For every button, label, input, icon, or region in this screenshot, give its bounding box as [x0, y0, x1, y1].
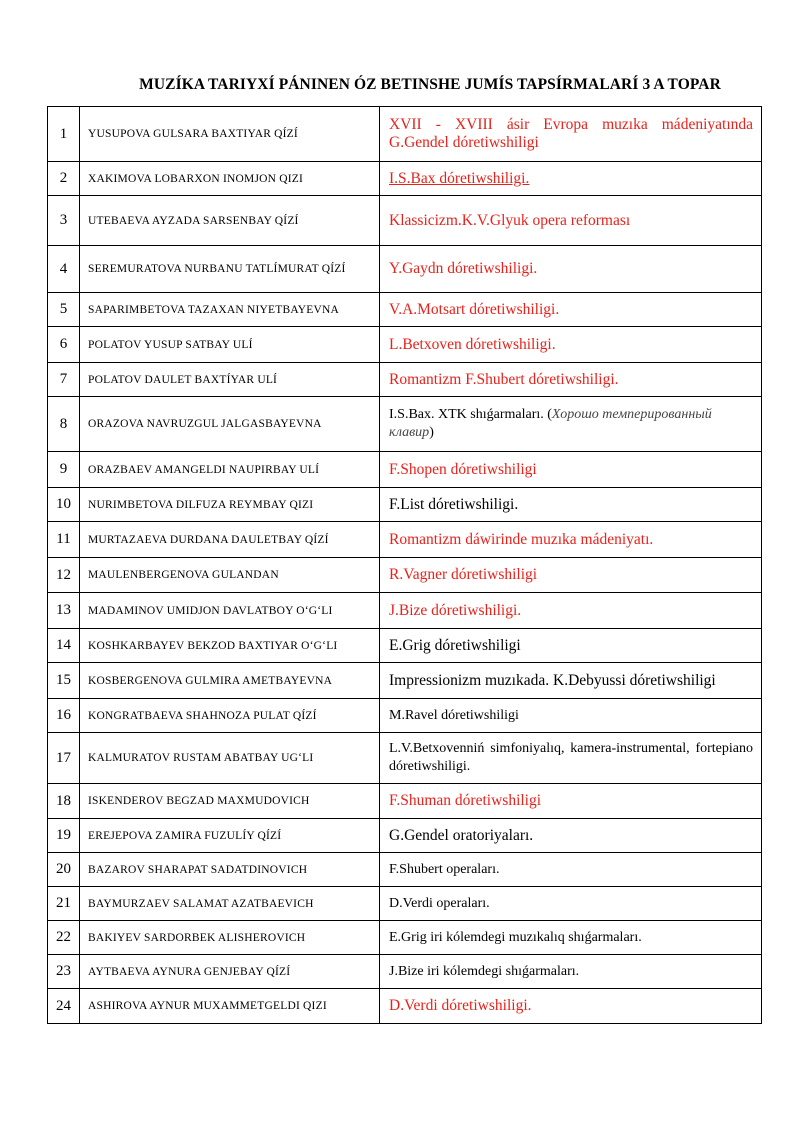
assignment-topic-text: V.A.Motsart dóretiwshiligi.	[389, 300, 560, 318]
assignment-topic-text: L.V.Betxovenniń simfoniyalıq, kamera-instrumental, fortepiano dóretiwshiligi.	[389, 741, 753, 774]
table-row	[48, 522, 762, 558]
assignment-topic	[380, 663, 762, 699]
student-name: POLATOV DAULET BAXTÍYAR ULÍ	[80, 363, 380, 397]
student-name: ISKENDEROV BEGZAD MAXMUDOVICH	[80, 784, 380, 819]
row-number: 21	[48, 887, 80, 921]
assignment-topic	[380, 397, 762, 452]
assignment-topic-text: F.Shubert operaları.	[389, 861, 500, 877]
assignment-topic	[380, 246, 762, 293]
row-number: 22	[48, 921, 80, 955]
table-row	[48, 558, 762, 593]
assignment-topic-text: I.S.Bax dóretiwshiligi.	[389, 169, 530, 187]
student-name: NURIMBETOVA DILFUZA REYMBAY QIZI	[80, 488, 380, 522]
assignment-topic-text: D.Verdi operaları.	[389, 895, 490, 911]
assignment-table	[47, 106, 762, 1024]
assignment-topic-russian-title: Хорошо темперированный клавир	[389, 407, 712, 440]
table-row	[48, 887, 762, 921]
assignment-topic	[380, 853, 762, 887]
table-row	[48, 293, 762, 327]
row-number: 7	[48, 363, 80, 397]
table-row	[48, 593, 762, 629]
row-number: 17	[48, 733, 80, 784]
student-name: ORAZOVA NAVRUZGUL JALGASBAYEVNA	[80, 397, 380, 452]
student-name: KONGRATBAEVA SHAHNOZA PULAT QÍZÍ	[80, 699, 380, 733]
row-number: 3	[48, 196, 80, 246]
student-name: MAULENBERGENOVA GULANDAN	[80, 558, 380, 593]
row-number: 14	[48, 629, 80, 663]
assignment-topic	[380, 327, 762, 363]
row-number: 4	[48, 246, 80, 293]
table-row	[48, 989, 762, 1024]
student-name: BAZAROV SHARAPAT SADATDINOVICH	[80, 853, 380, 887]
student-name: UTEBAEVA AYZADA SARSENBAY QÍZÍ	[80, 196, 380, 246]
student-name: BAYMURZAEV SALAMAT AZATBAEVICH	[80, 887, 380, 921]
assignment-topic	[380, 162, 762, 196]
assignment-topic-closing: )	[429, 425, 434, 440]
assignment-topic-text: I.S.Bax. XTK shıǵarmaları. (	[389, 407, 552, 422]
assignment-topic-text: F.List dóretiwshiligi.	[389, 495, 519, 513]
assignment-topic-text: Klassicizm.K.V.Glyuk opera reforması	[389, 211, 631, 229]
student-name: KALMURATOV RUSTAM ABATBAY UG‘LI	[80, 733, 380, 784]
assignment-topic-text: F.Shopen dóretiwshiligi	[389, 460, 537, 478]
table-row	[48, 819, 762, 853]
table-row	[48, 699, 762, 733]
student-name: MADAMINOV UMIDJON DAVLATBOY O‘G‘LI	[80, 593, 380, 629]
row-number: 18	[48, 784, 80, 819]
assignment-topic	[380, 558, 762, 593]
table-row	[48, 162, 762, 196]
row-number: 16	[48, 699, 80, 733]
assignment-topic-text: L.Betxoven dóretiwshiligi.	[389, 335, 556, 353]
row-number: 20	[48, 853, 80, 887]
row-number: 2	[48, 162, 80, 196]
row-number: 11	[48, 522, 80, 558]
assignment-topic	[380, 921, 762, 955]
document-title: MUZÍKA TARIYXÍ PÁNINEN ÓZ BETINSHE JUMÍS TAPSÍRMALARÍ 3 A TOPAR	[139, 76, 721, 93]
row-number: 1	[48, 107, 80, 162]
row-number: 9	[48, 452, 80, 488]
table-row	[48, 663, 762, 699]
assignment-topic-text: Romantizm dáwirinde muzıka mádeniyatı.	[389, 530, 654, 548]
table-row	[48, 397, 762, 452]
table-row	[48, 784, 762, 819]
row-number: 10	[48, 488, 80, 522]
row-number: 12	[48, 558, 80, 593]
student-name: EREJEPOVA ZAMIRA FUZULÍY QÍZÍ	[80, 819, 380, 853]
student-name: SAPARIMBETOVA TAZAXAN NIYETBAYEVNA	[80, 293, 380, 327]
assignment-topic-text: E.Grig iri kólemdegi muzıkalıq shıǵarmaları.	[389, 929, 642, 945]
student-name: ORAZBAEV AMANGELDI NAUPIRBAY ULÍ	[80, 452, 380, 488]
student-name: AYTBAEVA AYNURA GENJEBAY QÍZÍ	[80, 955, 380, 989]
assignment-topic-text: F.Shuman dóretiwshiligi	[389, 792, 542, 809]
table-row	[48, 327, 762, 363]
assignment-topic-text: Romantizm F.Shubert dóretiwshiligi.	[389, 370, 619, 388]
assignment-topic-text: M.Ravel dóretiwshiligi	[389, 707, 519, 723]
table-row	[48, 488, 762, 522]
table-row	[48, 733, 762, 784]
assignment-topic	[380, 784, 762, 819]
student-name: XAKIMOVA LOBARXON INOMJON QIZI	[80, 162, 380, 196]
row-number: 5	[48, 293, 80, 327]
assignment-topic	[380, 699, 762, 733]
student-name: KOSHKARBAYEV BEKZOD BAXTIYAR O‘G‘LI	[80, 629, 380, 663]
row-number: 19	[48, 819, 80, 853]
assignment-topic	[380, 293, 762, 327]
assignment-topic	[380, 488, 762, 522]
assignment-topic	[380, 819, 762, 853]
row-number: 23	[48, 955, 80, 989]
row-number: 24	[48, 989, 80, 1024]
student-name: POLATOV YUSUP SATBAY ULÍ	[80, 327, 380, 363]
assignment-topic-text: Y.Gaydn dóretiwshiligi.	[389, 260, 538, 277]
student-name: KOSBERGENOVA GULMIRA AMETBAYEVNA	[80, 663, 380, 699]
assignment-topic-text: E.Grig dóretiwshiligi	[389, 636, 521, 654]
assignment-topic-text: G.Gendel oratoriyaları.	[389, 826, 534, 844]
table-row	[48, 629, 762, 663]
table-row	[48, 246, 762, 293]
assignment-table-body	[48, 107, 762, 1024]
assignment-topic-text: J.Bize dóretiwshiligi.	[389, 601, 522, 619]
assignment-topic	[380, 107, 762, 162]
table-row	[48, 853, 762, 887]
assignment-topic-text: Impressionizm muzıkada. K.Debyussi dóretiwshiligi	[389, 671, 716, 689]
assignment-topic	[380, 989, 762, 1024]
assignment-topic	[380, 522, 762, 558]
table-row	[48, 196, 762, 246]
table-row	[48, 107, 762, 162]
assignment-topic	[380, 629, 762, 663]
assignment-topic	[380, 196, 762, 246]
student-name: ASHIROVA AYNUR MUXAMMETGELDI QIZI	[80, 989, 380, 1024]
student-name: BAKIYEV SARDORBEK ALISHEROVICH	[80, 921, 380, 955]
assignment-topic-text: D.Verdi dóretiwshiligi.	[389, 997, 532, 1014]
assignment-topic	[380, 363, 762, 397]
student-name: YUSUPOVA GULSARA BAXTIYAR QÍZÍ	[80, 107, 380, 162]
assignment-topic	[380, 887, 762, 921]
table-row	[48, 955, 762, 989]
assignment-topic-text: J.Bize iri kólemdegi shıǵarmaları.	[389, 963, 580, 979]
row-number: 13	[48, 593, 80, 629]
assignment-topic	[380, 593, 762, 629]
assignment-topic-text: XVII - XVIII ásir Evropa muzıka mádeniyatında G.Gendel dóretiwshiligi	[389, 116, 753, 151]
assignment-topic	[380, 955, 762, 989]
student-name: MURTAZAEVA DURDANA DAULETBAY QÍZÍ	[80, 522, 380, 558]
row-number: 6	[48, 327, 80, 363]
row-number: 15	[48, 663, 80, 699]
table-row	[48, 921, 762, 955]
table-row	[48, 452, 762, 488]
student-name: SEREMURATOVA NURBANU TATLÍMURAT QÍZÍ	[80, 246, 380, 293]
assignment-topic	[380, 733, 762, 784]
table-row	[48, 363, 762, 397]
assignment-topic	[380, 452, 762, 488]
row-number: 8	[48, 397, 80, 452]
assignment-topic-text: R.Vagner dóretiwshiligi	[389, 566, 538, 583]
